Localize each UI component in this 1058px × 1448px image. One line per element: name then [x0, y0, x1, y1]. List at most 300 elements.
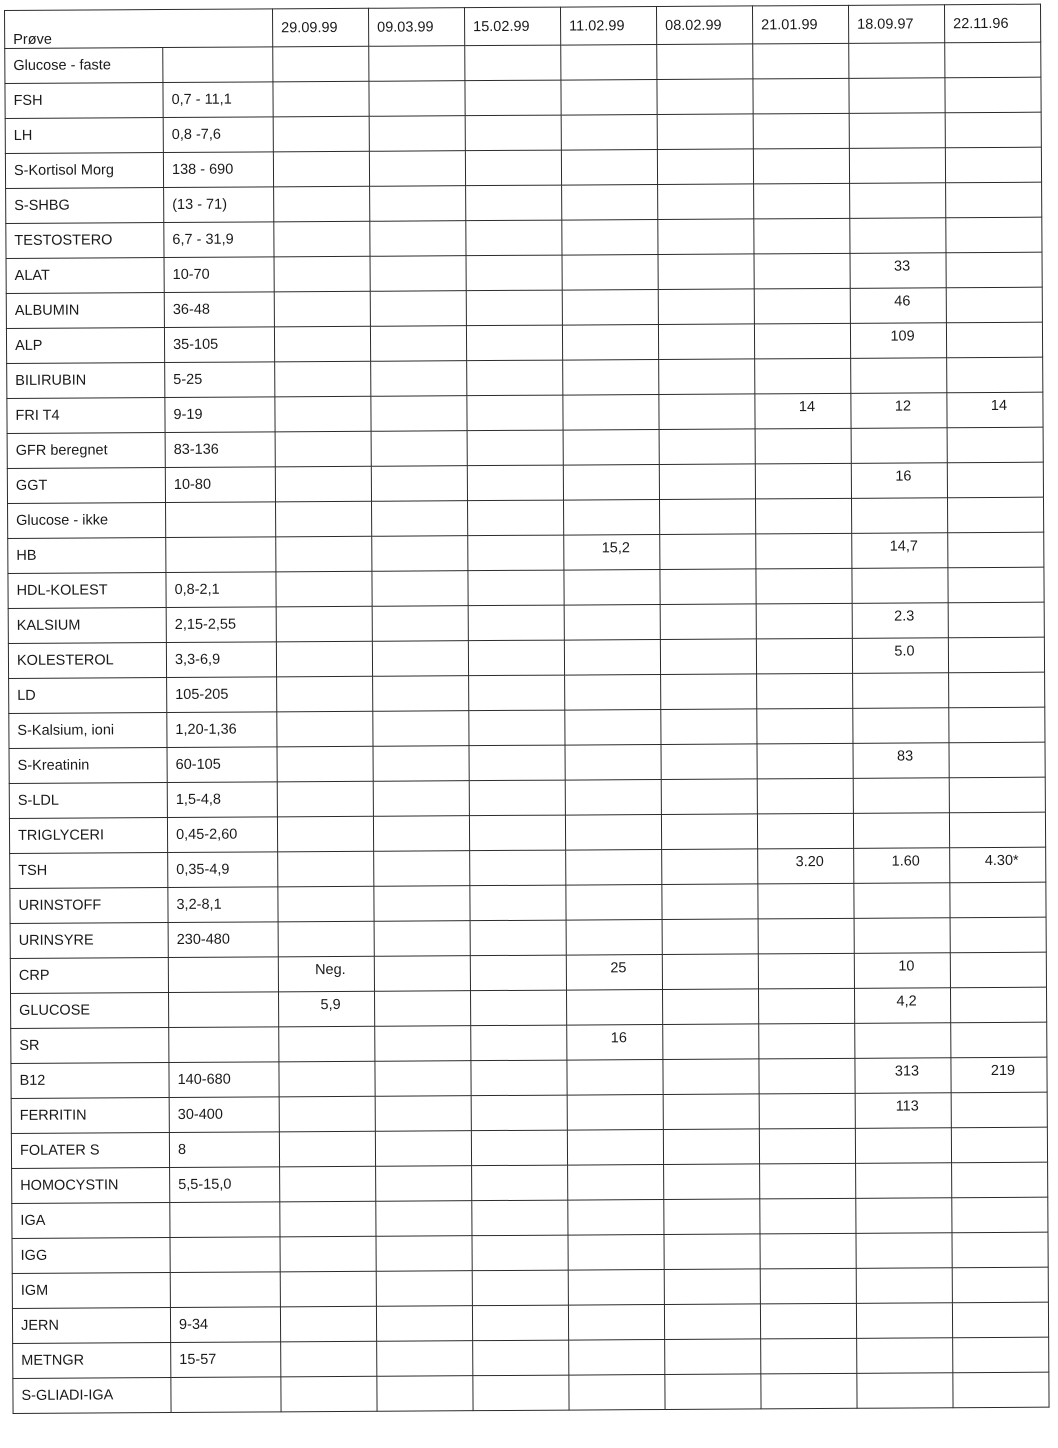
result-cell — [753, 148, 849, 184]
result-cell — [377, 1376, 473, 1412]
result-cell — [850, 323, 946, 359]
result-cell — [281, 1376, 377, 1412]
result-cell — [757, 743, 853, 779]
date-header: 18.09.97 — [849, 5, 945, 44]
date-header: 21.01.99 — [753, 5, 849, 44]
result-cell — [566, 954, 662, 990]
result-cell — [659, 394, 755, 430]
result-value: 5,9 — [320, 996, 341, 1014]
result-cell — [566, 884, 662, 920]
reference-range: 1,5-4,8 — [167, 782, 277, 818]
result-cell — [662, 884, 758, 920]
result-cell — [658, 289, 754, 325]
result-cell — [658, 324, 754, 360]
probe-header: Prøve — [5, 9, 273, 49]
result-cell — [277, 781, 373, 817]
result-cell — [567, 1129, 663, 1165]
result-cell — [274, 221, 370, 257]
results-body — [5, 42, 1049, 1413]
result-cell — [949, 742, 1045, 778]
test-name: URINSTOFF — [10, 888, 168, 924]
reference-range: 10-70 — [164, 257, 274, 293]
result-cell — [945, 77, 1041, 113]
result-cell — [757, 778, 853, 814]
result-cell — [562, 325, 658, 361]
result-cell — [370, 256, 466, 292]
result-cell — [373, 816, 469, 852]
result-cell — [466, 325, 562, 361]
date-header: 09.03.99 — [369, 8, 465, 47]
result-cell — [376, 1271, 472, 1307]
result-cell — [851, 393, 947, 429]
result-cell — [951, 1127, 1047, 1163]
result-cell — [470, 920, 566, 956]
lab-results-table — [4, 4, 1050, 1414]
test-name: ALP — [6, 328, 164, 364]
reference-range: 0,45-2,60 — [167, 817, 277, 853]
result-cell — [473, 1375, 569, 1411]
result-cell — [663, 989, 759, 1025]
result-cell — [470, 850, 566, 886]
result-cell — [278, 886, 374, 922]
result-value: 15,2 — [601, 540, 630, 557]
result-cell — [567, 1094, 663, 1130]
reference-range: 60-105 — [167, 747, 277, 783]
result-cell — [756, 568, 852, 604]
test-name: LD — [9, 678, 167, 714]
test-name: GFR beregnet — [7, 433, 165, 469]
result-cell — [472, 1165, 568, 1201]
result-value: 4.30* — [984, 852, 1019, 870]
result-cell — [658, 254, 754, 290]
result-cell — [947, 392, 1043, 428]
reference-range — [171, 1377, 281, 1413]
result-value: 14 — [990, 397, 1008, 414]
result-cell — [659, 429, 755, 465]
result-cell — [372, 606, 468, 642]
reference-range — [170, 1202, 280, 1238]
reference-range: 3,3-6,9 — [166, 642, 276, 678]
result-cell — [566, 919, 662, 955]
result-cell — [376, 1166, 472, 1202]
result-value: 313 — [894, 1063, 920, 1080]
result-cell — [470, 955, 566, 991]
result-cell — [369, 81, 465, 117]
result-cell — [950, 882, 1046, 918]
reference-range: 10-80 — [165, 467, 275, 503]
result-cell — [849, 113, 945, 149]
result-cell — [370, 291, 466, 327]
result-cell — [371, 396, 467, 432]
result-cell — [273, 116, 369, 152]
result-cell — [945, 112, 1041, 148]
result-cell — [274, 256, 370, 292]
result-cell — [372, 501, 468, 537]
result-cell — [754, 253, 850, 289]
result-cell — [760, 1198, 856, 1234]
result-cell — [563, 395, 659, 431]
test-name: FRI T4 — [7, 398, 165, 434]
result-value: 83 — [896, 748, 914, 765]
result-cell — [467, 395, 563, 431]
result-cell — [852, 638, 948, 674]
test-name: METNGR — [13, 1343, 171, 1379]
result-cell — [568, 1304, 664, 1340]
result-cell — [754, 288, 850, 324]
result-cell — [662, 849, 758, 885]
reference-range: 5,5-15,0 — [170, 1167, 280, 1203]
reference-range — [169, 992, 279, 1028]
result-cell — [754, 183, 850, 219]
result-cell — [849, 78, 945, 114]
result-cell — [280, 1236, 376, 1272]
result-value: Neg. — [315, 961, 346, 979]
result-cell — [565, 814, 661, 850]
result-cell — [567, 989, 663, 1025]
test-name: IGM — [12, 1273, 170, 1309]
result-cell — [953, 1372, 1049, 1408]
result-cell — [661, 779, 757, 815]
result-cell — [952, 1197, 1048, 1233]
result-cell — [949, 777, 1045, 813]
result-cell — [468, 535, 564, 571]
result-cell — [279, 991, 375, 1027]
result-cell — [758, 848, 854, 884]
result-cell — [753, 113, 849, 149]
result-cell — [469, 675, 565, 711]
result-cell — [371, 466, 467, 502]
result-cell — [277, 676, 373, 712]
result-cell — [753, 78, 849, 114]
result-cell — [853, 778, 949, 814]
result-cell — [851, 358, 947, 394]
result-cell — [467, 360, 563, 396]
result-cell — [759, 1093, 855, 1129]
result-cell — [946, 322, 1042, 358]
result-cell — [274, 186, 370, 222]
result-cell — [657, 44, 753, 80]
result-cell — [373, 711, 469, 747]
result-cell — [849, 43, 945, 79]
result-cell — [946, 217, 1042, 253]
result-cell — [946, 287, 1042, 323]
result-cell — [856, 1163, 952, 1199]
result-cell — [658, 219, 754, 255]
result-value: 33 — [893, 258, 911, 275]
result-cell — [852, 603, 948, 639]
result-cell — [373, 746, 469, 782]
result-cell — [472, 1235, 568, 1271]
result-cell — [945, 42, 1041, 78]
result-cell — [754, 218, 850, 254]
result-cell — [662, 919, 758, 955]
result-value: 219 — [990, 1062, 1016, 1079]
result-cell — [850, 253, 946, 289]
result-cell — [376, 1236, 472, 1272]
result-value: 1.60 — [891, 853, 920, 870]
result-cell — [854, 848, 950, 884]
result-cell — [852, 498, 948, 534]
result-cell — [369, 151, 465, 187]
result-cell — [759, 988, 855, 1024]
result-cell — [471, 1060, 567, 1096]
result-cell — [278, 851, 374, 887]
result-cell — [857, 1373, 953, 1409]
reference-range: 0,8-2,1 — [166, 572, 276, 608]
result-cell — [278, 921, 374, 957]
result-cell — [469, 710, 565, 746]
result-cell — [565, 675, 661, 711]
reference-range: 140-680 — [169, 1062, 279, 1098]
result-cell — [469, 745, 565, 781]
result-cell — [568, 1269, 664, 1305]
result-cell — [761, 1338, 857, 1374]
result-cell — [375, 1096, 471, 1132]
test-name: GGT — [7, 468, 165, 504]
result-cell — [562, 185, 658, 221]
result-cell — [564, 640, 660, 676]
test-name: IGA — [12, 1203, 170, 1239]
result-cell — [472, 1270, 568, 1306]
result-cell — [661, 744, 757, 780]
result-cell — [276, 536, 372, 572]
test-name: LH — [5, 118, 163, 154]
result-cell — [562, 290, 658, 326]
result-cell — [853, 673, 949, 709]
result-cell — [660, 604, 756, 640]
result-cell — [756, 498, 852, 534]
result-cell — [471, 990, 567, 1026]
result-cell — [856, 1268, 952, 1304]
result-cell — [663, 1094, 759, 1130]
reference-range: 30-400 — [169, 1097, 279, 1133]
result-cell — [276, 571, 372, 607]
result-cell — [946, 252, 1042, 288]
result-value: 113 — [895, 1098, 919, 1115]
result-cell — [851, 428, 947, 464]
result-cell — [660, 534, 756, 570]
reference-range: 0,7 - 11,1 — [163, 82, 273, 118]
result-cell — [946, 182, 1042, 218]
result-cell — [664, 1269, 760, 1305]
result-cell — [664, 1234, 760, 1270]
result-cell — [661, 814, 757, 850]
result-cell — [471, 1130, 567, 1166]
result-cell — [950, 917, 1046, 953]
result-cell — [562, 255, 658, 291]
result-cell — [951, 1092, 1047, 1128]
result-cell — [857, 1338, 953, 1374]
result-cell — [850, 288, 946, 324]
result-cell — [856, 1198, 952, 1234]
result-cell — [757, 813, 853, 849]
result-cell — [659, 464, 755, 500]
result-cell — [755, 463, 851, 499]
result-value: 16 — [895, 468, 912, 485]
result-cell — [370, 186, 466, 222]
reference-range: 15-57 — [171, 1342, 281, 1378]
reference-range: 5-25 — [165, 362, 275, 398]
reference-range — [166, 502, 276, 538]
result-cell — [369, 46, 465, 82]
result-cell — [759, 1023, 855, 1059]
result-cell — [855, 988, 951, 1024]
result-cell — [567, 1059, 663, 1095]
result-value: 4,2 — [896, 993, 917, 1010]
result-cell — [465, 80, 561, 116]
result-cell — [561, 45, 657, 81]
result-cell — [760, 1268, 856, 1304]
result-cell — [468, 570, 564, 606]
result-value: 14 — [798, 399, 816, 416]
result-cell — [951, 987, 1047, 1023]
reference-range: 0,8 -7,6 — [163, 117, 273, 153]
result-value: 2.3 — [894, 608, 915, 625]
test-name: TRIGLYCERI — [9, 818, 167, 854]
result-cell — [856, 1303, 952, 1339]
test-name: ALBUMIN — [6, 293, 164, 329]
result-cell — [276, 501, 372, 537]
result-cell — [277, 816, 373, 852]
result-cell — [758, 918, 854, 954]
result-cell — [281, 1341, 377, 1377]
reference-range — [170, 1272, 280, 1308]
result-cell — [372, 536, 468, 572]
result-cell — [951, 1057, 1047, 1093]
header-row — [5, 4, 1041, 48]
test-name: Glucose - faste — [5, 48, 163, 84]
result-cell — [376, 1306, 472, 1342]
result-cell — [273, 151, 369, 187]
result-cell — [466, 255, 562, 291]
result-cell — [275, 361, 371, 397]
reference-range: 9-34 — [170, 1307, 280, 1343]
result-cell — [273, 46, 369, 82]
result-cell — [948, 602, 1044, 638]
result-cell — [569, 1339, 665, 1375]
date-header: 15.02.99 — [465, 7, 561, 46]
result-cell — [947, 462, 1043, 498]
test-name: S-Kortisol Morg — [5, 153, 163, 189]
result-cell — [280, 1201, 376, 1237]
result-cell — [663, 1059, 759, 1095]
result-cell — [371, 431, 467, 467]
result-cell — [952, 1302, 1048, 1338]
result-cell — [947, 357, 1043, 393]
result-cell — [756, 603, 852, 639]
reference-range: (13 - 71) — [164, 187, 274, 223]
result-cell — [854, 883, 950, 919]
result-cell — [373, 676, 469, 712]
result-cell — [757, 673, 853, 709]
result-cell — [854, 953, 950, 989]
result-cell — [279, 1131, 375, 1167]
result-cell — [564, 535, 660, 571]
result-cell — [565, 745, 661, 781]
test-name: TESTOSTERO — [6, 223, 164, 259]
result-cell — [377, 1341, 473, 1377]
result-cell — [657, 149, 753, 185]
reference-range: 83-136 — [165, 432, 275, 468]
result-cell — [658, 184, 754, 220]
result-cell — [760, 1163, 856, 1199]
result-cell — [274, 326, 370, 362]
result-cell — [376, 1201, 472, 1237]
result-cell — [277, 746, 373, 782]
test-name: ALAT — [6, 258, 164, 294]
result-cell — [471, 1025, 567, 1061]
result-cell — [849, 148, 945, 184]
result-cell — [664, 1304, 760, 1340]
result-cell — [851, 463, 947, 499]
result-cell — [470, 885, 566, 921]
lab-results-sheet — [4, 4, 1049, 1412]
result-cell — [473, 1340, 569, 1376]
reference-range: 138 - 690 — [163, 152, 273, 188]
reference-range: 3,2-8,1 — [168, 887, 278, 923]
result-cell — [568, 1164, 664, 1200]
result-cell — [274, 291, 370, 327]
test-name: FERRITIN — [11, 1098, 169, 1134]
result-cell — [273, 81, 369, 117]
result-cell — [952, 1232, 1048, 1268]
result-value: 16 — [610, 1030, 627, 1047]
result-cell — [754, 323, 850, 359]
result-cell — [375, 1131, 471, 1167]
result-cell — [465, 45, 561, 81]
result-cell — [369, 116, 465, 152]
reference-range — [168, 957, 278, 993]
result-cell — [279, 1061, 375, 1097]
result-cell — [665, 1374, 761, 1410]
test-name: FSH — [5, 83, 163, 119]
result-cell — [660, 639, 756, 675]
result-cell — [374, 921, 470, 957]
result-cell — [854, 918, 950, 954]
result-cell — [661, 674, 757, 710]
result-cell — [856, 1233, 952, 1269]
reference-range — [163, 47, 273, 83]
result-cell — [468, 605, 564, 641]
result-cell — [374, 851, 470, 887]
test-name: TSH — [10, 853, 168, 889]
reference-range: 1,20-1,36 — [167, 712, 277, 748]
result-cell — [561, 150, 657, 186]
result-cell — [278, 956, 374, 992]
test-name: IGG — [12, 1238, 170, 1274]
reference-range — [169, 1027, 279, 1063]
result-cell — [472, 1305, 568, 1341]
result-cell — [472, 1200, 568, 1236]
table-row — [13, 1372, 1049, 1413]
result-cell — [952, 1267, 1048, 1303]
result-cell — [663, 1024, 759, 1060]
result-cell — [761, 1373, 857, 1409]
result-cell — [948, 532, 1044, 568]
test-name: S-Kreatinin — [9, 748, 167, 784]
result-cell — [949, 707, 1045, 743]
result-cell — [756, 533, 852, 569]
result-cell — [280, 1306, 376, 1342]
result-cell — [757, 708, 853, 744]
result-cell — [279, 1096, 375, 1132]
reference-range: 2,15-2,55 — [166, 607, 276, 643]
result-cell — [948, 497, 1044, 533]
reference-range: 105-205 — [167, 677, 277, 713]
result-cell — [375, 991, 471, 1027]
result-cell — [660, 499, 756, 535]
result-cell — [561, 80, 657, 116]
